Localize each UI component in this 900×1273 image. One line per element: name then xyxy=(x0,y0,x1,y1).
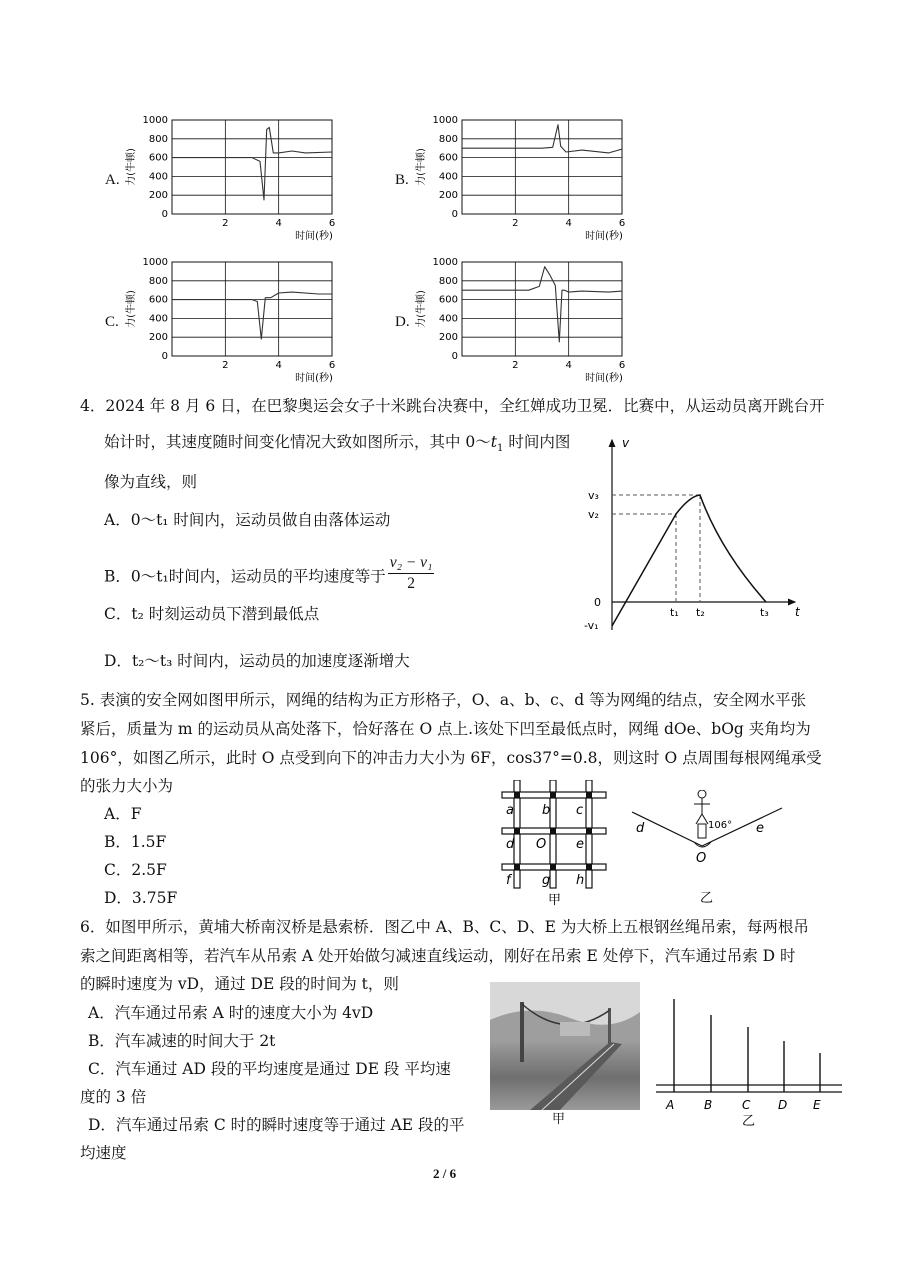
node-h-label: h xyxy=(576,873,585,888)
x-tick-label: 6 xyxy=(328,218,336,229)
x-tick-label: 4 xyxy=(275,218,282,229)
cable-d-label: D xyxy=(778,1098,788,1112)
x-tick-label: 4 xyxy=(565,360,572,371)
force-time-chart-d xyxy=(410,252,640,387)
force-time-chart-a xyxy=(120,110,350,245)
x-tick-label: 2 xyxy=(222,360,229,371)
q5-line2: 紧后，质量为 m 的运动员从高处落下，恰好落在 O 点上.该处下凹至最低点时，网绳 dOe、bOg 夹角均为 xyxy=(80,720,811,738)
node-g-label: g xyxy=(542,873,551,888)
q5-option-d[interactable]: D．3.75F xyxy=(104,889,178,907)
y-tick-label: 200 xyxy=(148,332,168,344)
y-tick-label: 1000 xyxy=(142,115,168,126)
y-tick-label: 800 xyxy=(438,275,458,287)
y-tick-label: 600 xyxy=(148,294,168,306)
y-tick-label: 200 xyxy=(148,190,168,202)
velocity-curve xyxy=(612,495,766,626)
plot-frame xyxy=(172,262,332,356)
x-axis-label: 时间(秒) xyxy=(585,373,623,384)
q5-option-a[interactable]: A．F xyxy=(104,805,142,823)
x-tick-label: 2 xyxy=(222,218,229,229)
q6-line3: 的瞬时速度为 vD，通过 DE 段的时间为 t，则 xyxy=(80,975,399,993)
q5-line4: 的张力大小为 xyxy=(80,777,174,795)
fraction: $\frac{\text{v₂ − v₁}}{2}$ xyxy=(389,554,433,592)
node-f-label: f xyxy=(506,873,511,888)
photo-caption: 甲 xyxy=(552,1112,566,1127)
force-time-chart-b xyxy=(410,110,640,245)
x-axis-label: 时间(秒) xyxy=(295,231,333,242)
y-axis-label: 力(牛顿) xyxy=(126,290,137,328)
y-tick-label: 1000 xyxy=(142,257,168,268)
q4-option-c[interactable]: C．t₂ 时刻运动员下潜到最低点 xyxy=(104,605,320,623)
force-time-chart-c xyxy=(120,252,350,387)
q6-option-a[interactable]: A．汽车通过吊索 A 时的速度大小为 4vD xyxy=(88,1004,374,1022)
plot-frame xyxy=(462,120,622,214)
y-tick-label: 400 xyxy=(438,313,458,325)
node-c-label: c xyxy=(576,803,584,818)
node-a-label: a xyxy=(506,803,514,818)
x-tick-label: 4 xyxy=(565,218,572,229)
q6-option-d-line1[interactable]: D．汽车通过吊索 C 时的瞬时速度等于通过 AE 段的平 xyxy=(88,1116,465,1134)
q4-stem-line3: 像为直线，则 xyxy=(104,473,198,491)
node-o-label: O xyxy=(536,837,547,852)
q4-stem-line2: 始计时，其速度随时间变化情况大致如图所示，其中 $0\sim t_1$ 时间内图 xyxy=(104,433,571,455)
q3-option-b-label: B. xyxy=(395,172,409,188)
fig-jia-caption: 甲 xyxy=(548,893,562,908)
neg-v1-label: -v₁ xyxy=(584,619,599,632)
x-tick-label: 2 xyxy=(512,218,519,229)
q3-option-a-label: A. xyxy=(105,172,120,188)
q6-line2: 索之间距离相等，若汽车从吊索 A 处开始做匀减速直线运动，刚好在吊索 E 处停下，汽车通过吊索 D 时 xyxy=(80,947,796,965)
zero-label: 0 xyxy=(594,596,601,609)
y-tick-label: 400 xyxy=(438,171,458,183)
plot-frame xyxy=(172,120,332,214)
q6-option-c-line1[interactable]: C．汽车通过 AD 段的平均速度是通过 DE 段 平均速 xyxy=(88,1060,451,1078)
x-tick-label: 6 xyxy=(618,360,626,371)
y-tick-label: 200 xyxy=(438,332,458,344)
x-axis-label: 时间(秒) xyxy=(295,373,333,384)
yi-o-label: O xyxy=(696,851,707,866)
y-axis-label: 力(牛顿) xyxy=(416,148,427,186)
y-tick-label: 0 xyxy=(161,351,168,362)
cable-b-label: B xyxy=(704,1098,713,1112)
y-tick-label: 0 xyxy=(451,209,458,220)
v3-label: v₃ xyxy=(588,489,599,502)
yi-e-label: e xyxy=(756,821,764,836)
bridge-icon xyxy=(490,982,640,1110)
net-angle-figure-yi xyxy=(628,790,788,910)
q6-option-c-line2: 度的 3 倍 xyxy=(80,1088,147,1106)
q3-option-c-label: C. xyxy=(105,314,119,330)
q5-line3: 106°，如图乙所示，此时 O 点受到向下的冲击力大小为 6F，cos37°=0.8，则这时 O 点周围每根网绳承受 xyxy=(80,749,822,767)
x-tick-label: 2 xyxy=(512,360,519,371)
y-axis-label: 力(牛顿) xyxy=(126,148,137,186)
velocity-time-graph xyxy=(580,430,810,640)
fig-yi-caption: 乙 xyxy=(700,891,714,906)
y-tick-label: 1000 xyxy=(432,257,458,268)
q5-line1: 5. 表演的安全网如图甲所示，网绳的结构为正方形格子，O、a、b、c、d 等为网绳的结点，安全网水平张 xyxy=(80,691,807,709)
y-tick-label: 0 xyxy=(451,351,458,362)
t2-label: t₂ xyxy=(696,606,705,619)
v2-label: v₂ xyxy=(588,508,599,521)
node-d-label: d xyxy=(506,837,515,852)
t1-label: t₁ xyxy=(670,606,679,619)
q4-option-b[interactable]: B．0～t₁时间内，运动员的平均速度等于 $\frac{\text{v₂ − v₁}}{2}$ xyxy=(104,554,433,592)
x-axis-label: 时间(秒) xyxy=(585,231,623,242)
y-tick-label: 600 xyxy=(148,152,168,164)
q6-line1: 6．如图甲所示，黄埔大桥南汊桥是悬索桥．图乙中 A、B、C、D、E 为大桥上五根钢丝绳吊索，每两根吊 xyxy=(80,918,809,936)
q3-option-d-label: D. xyxy=(395,314,410,330)
fig-yi-caption-q6: 乙 xyxy=(742,1114,756,1129)
q6-option-d-line2: 均速度 xyxy=(80,1144,127,1162)
y-tick-label: 400 xyxy=(148,171,168,183)
v-axis-label: v xyxy=(622,436,630,450)
angle-label: 106° xyxy=(708,820,733,831)
x-tick-label: 6 xyxy=(618,218,626,229)
t3-label: t₃ xyxy=(760,606,769,619)
q5-option-c[interactable]: C．2.5F xyxy=(104,861,167,879)
cable-c-label: C xyxy=(742,1098,751,1112)
q4-option-a[interactable]: A．0～t₁ 时间内，运动员做自由落体运动 xyxy=(104,511,391,529)
suspender-cables-figure xyxy=(650,995,850,1130)
y-tick-label: 800 xyxy=(438,133,458,145)
node-e-label: e xyxy=(576,837,584,852)
y-tick-label: 400 xyxy=(148,313,168,325)
y-axis-label: 力(牛顿) xyxy=(416,290,427,328)
force-series-line xyxy=(462,267,622,342)
t-axis-label: t xyxy=(795,605,800,619)
bridge-photo xyxy=(490,982,640,1110)
y-tick-label: 1000 xyxy=(432,115,458,126)
force-series-line xyxy=(172,128,332,200)
y-tick-label: 200 xyxy=(438,190,458,202)
node-b-label: b xyxy=(542,803,551,818)
page-number: 2 / 6 xyxy=(433,1166,457,1181)
q5-option-b[interactable]: B．1.5F xyxy=(104,833,167,851)
q4-option-d[interactable]: D．t₂～t₃ 时间内，运动员的加速度逐渐增大 xyxy=(104,652,410,670)
safety-net-figure-jia xyxy=(500,780,610,910)
q4-stem-line1: 4．2024 年 8 月 6 日，在巴黎奥运会女子十米跳台决赛中，全红婵成功卫冕．比赛中，从运动员离开跳台开 xyxy=(80,397,825,415)
cable-e-label: E xyxy=(813,1098,821,1112)
x-tick-label: 6 xyxy=(328,360,336,371)
y-tick-label: 800 xyxy=(148,275,168,287)
y-tick-label: 600 xyxy=(438,294,458,306)
x-tick-label: 4 xyxy=(275,360,282,371)
y-tick-label: 0 xyxy=(161,209,168,220)
y-tick-label: 800 xyxy=(148,133,168,145)
y-tick-label: 600 xyxy=(438,152,458,164)
cable-a-label: A xyxy=(666,1098,675,1112)
yi-d-label: d xyxy=(636,821,645,836)
force-series-line xyxy=(172,292,332,339)
q6-option-b[interactable]: B．汽车减速的时间大于 2t xyxy=(88,1032,276,1050)
